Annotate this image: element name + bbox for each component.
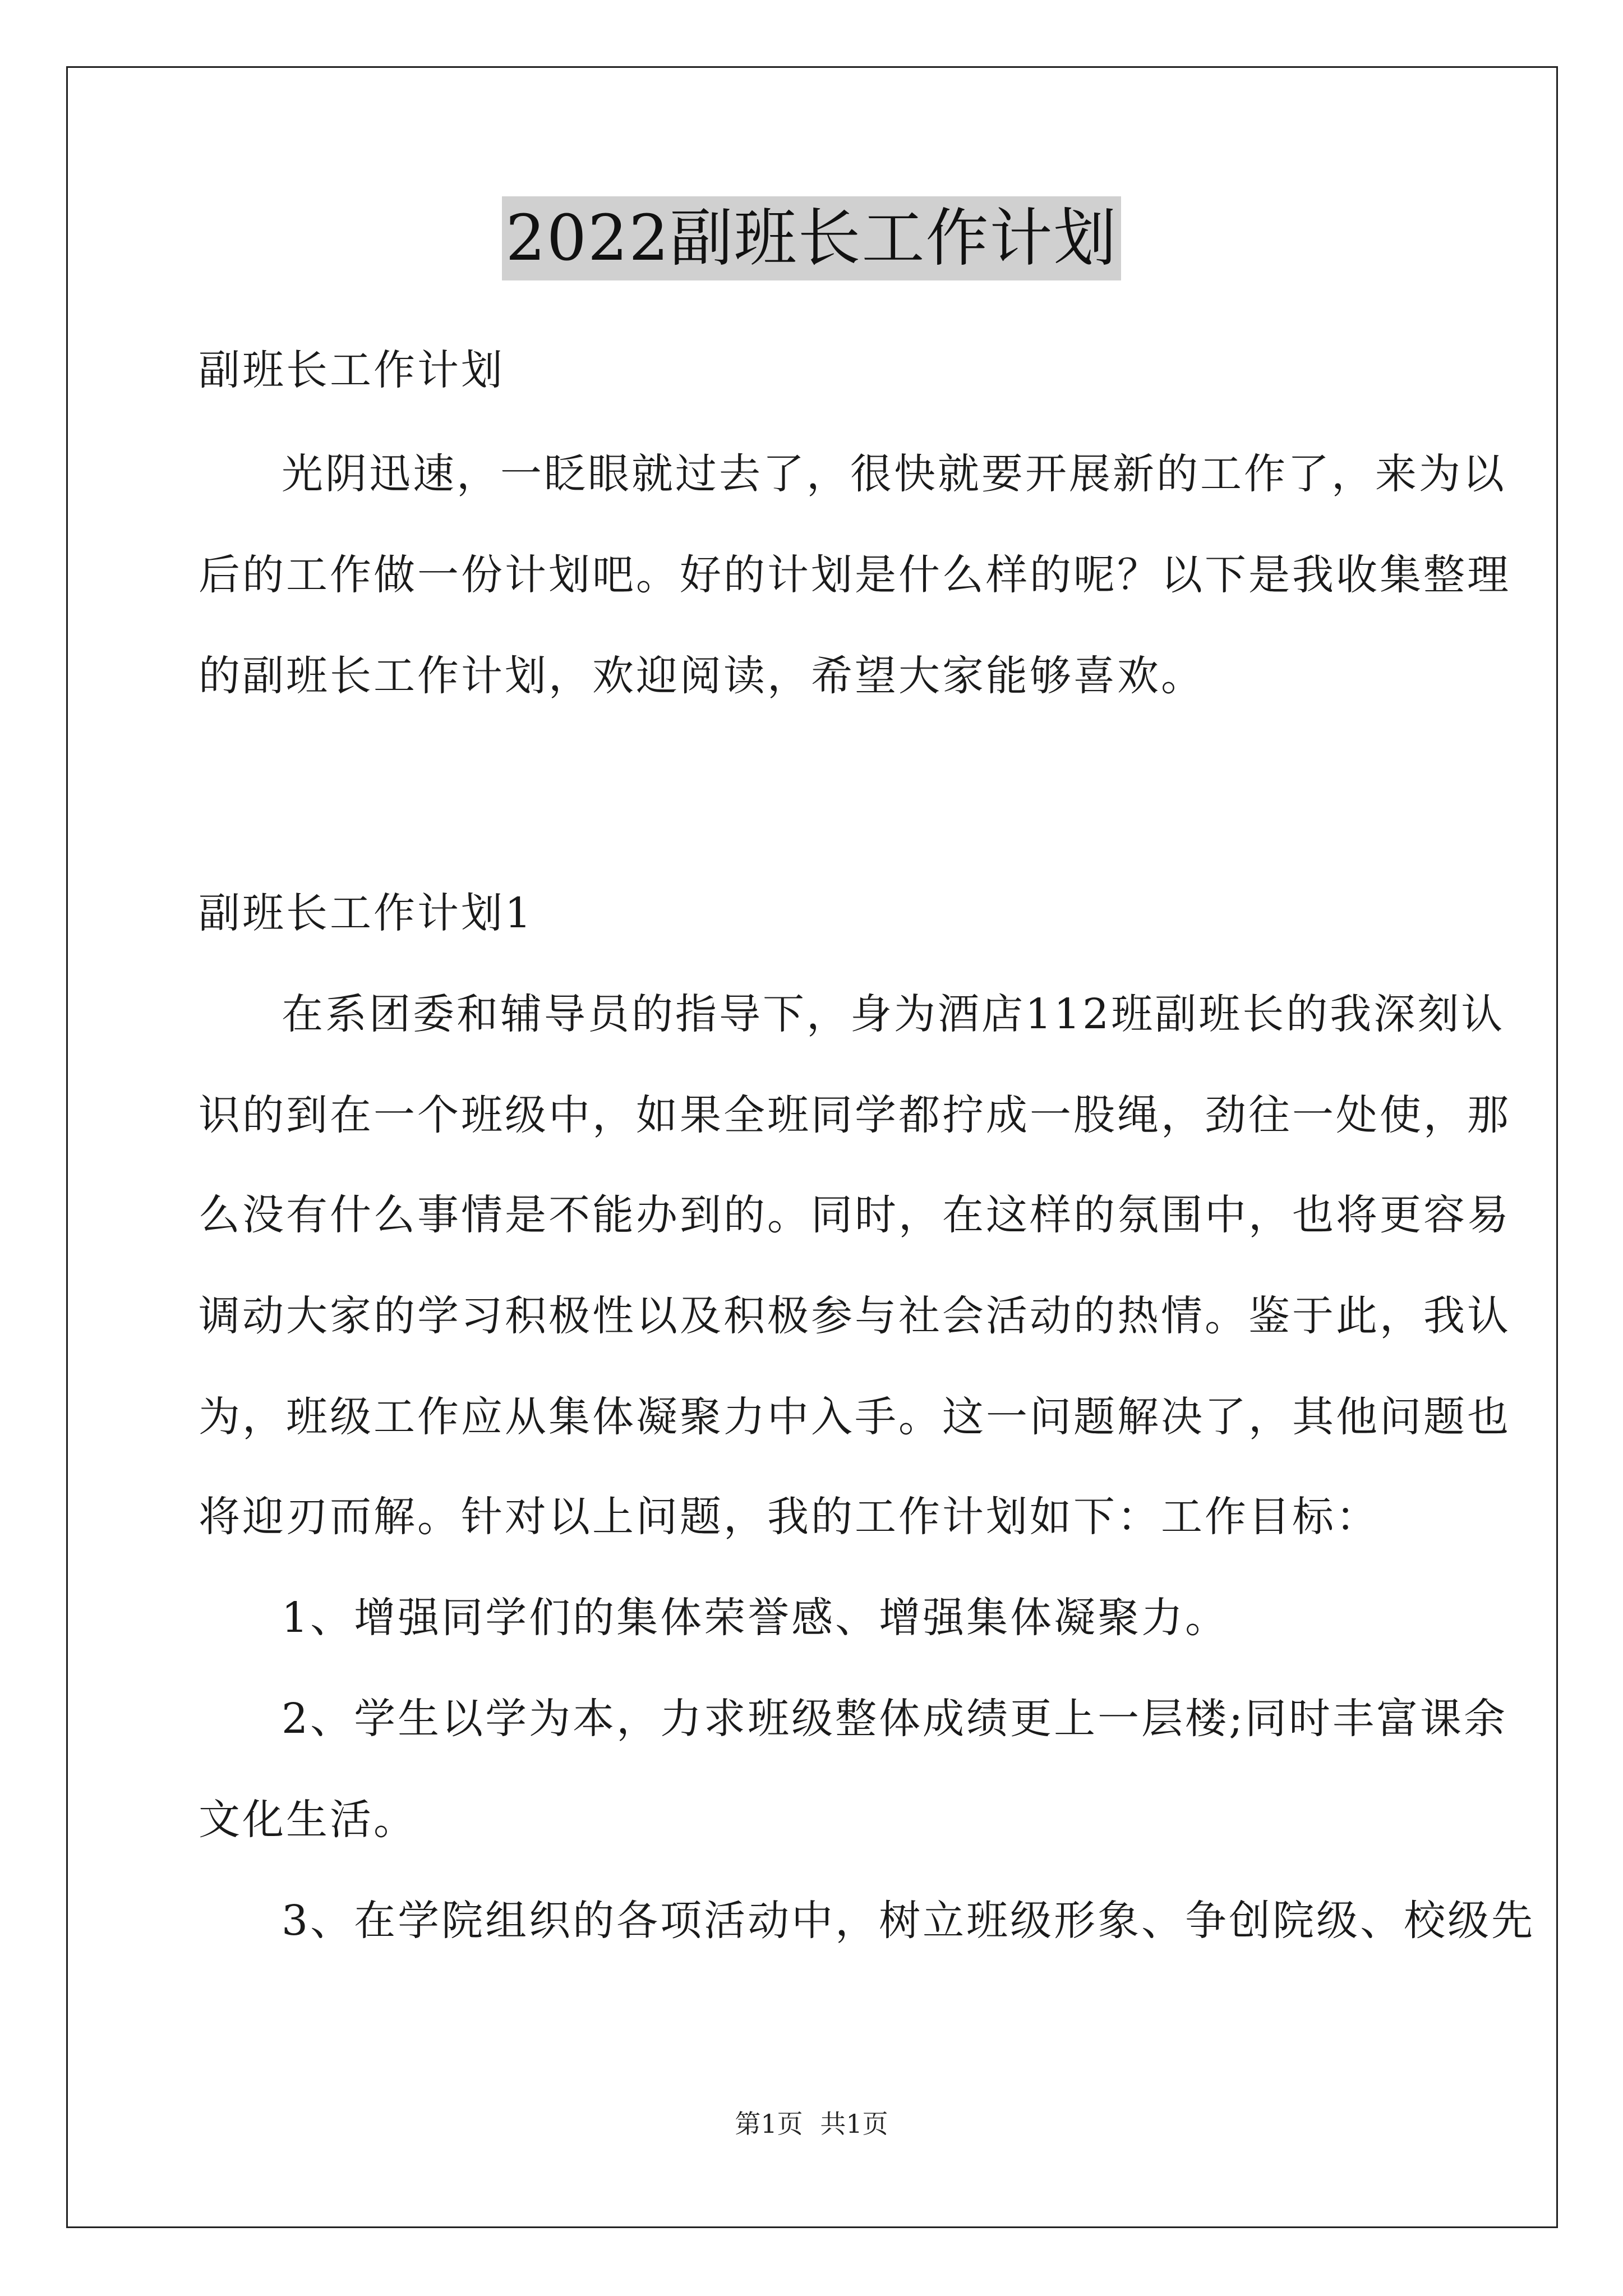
page-footer: [0, 2107, 1623, 2141]
list-item-continuation: 文化生活。: [199, 1796, 417, 1844]
paragraph-line: 的副班长工作计划，欢迎阅读，希望大家能够喜欢。: [199, 652, 1205, 700]
list-item: 2、学生以学为本，力求班级整体成绩更上一层楼;同时丰富课余: [282, 1695, 1508, 1743]
list-item: 1、增强同学们的集体荣誉感、增强集体凝聚力。: [282, 1594, 1229, 1642]
paragraph-line: 光阴迅速，一眨眼就过去了，很快就要开展新的工作了，来为以: [282, 450, 1506, 498]
section-heading: 副班长工作计划1: [199, 889, 534, 937]
document-title: 2022副班长工作计划: [502, 196, 1121, 280]
title-wrapper: [0, 196, 1623, 280]
paragraph-line: 调动大家的学习积极性以及积极参与社会活动的热情。鉴于此，我认: [199, 1292, 1511, 1340]
paragraph-line: 识的到在一个班级中，如果全班同学都拧成一股绳，劲往一处使，那: [199, 1091, 1511, 1139]
paragraph-line: 为，班级工作应从集体凝聚力中入手。这一问题解决了，其他问题也: [199, 1393, 1511, 1441]
paragraph-line: 么没有什么事情是不能办到的。同时，在这样的氛围中，也将更容易: [199, 1191, 1511, 1239]
list-item: 3、在学院组织的各项活动中，树立班级形象、争创院级、校级先: [282, 1897, 1536, 1945]
paragraph-line: 后的工作做一份计划吧。好的计划是什么样的呢？以下是我收集整理: [199, 551, 1511, 599]
paragraph-line: 在系团委和辅导员的指导下，身为酒店112班副班长的我深刻认: [282, 990, 1505, 1038]
page-number-total: 共1页: [820, 2109, 888, 2139]
page-number-current: 第1页: [735, 2109, 803, 2139]
paragraph-line: 将迎刃而解。针对以上问题，我的工作计划如下：工作目标：: [199, 1493, 1380, 1541]
section-heading: 副班长工作计划: [199, 346, 505, 394]
